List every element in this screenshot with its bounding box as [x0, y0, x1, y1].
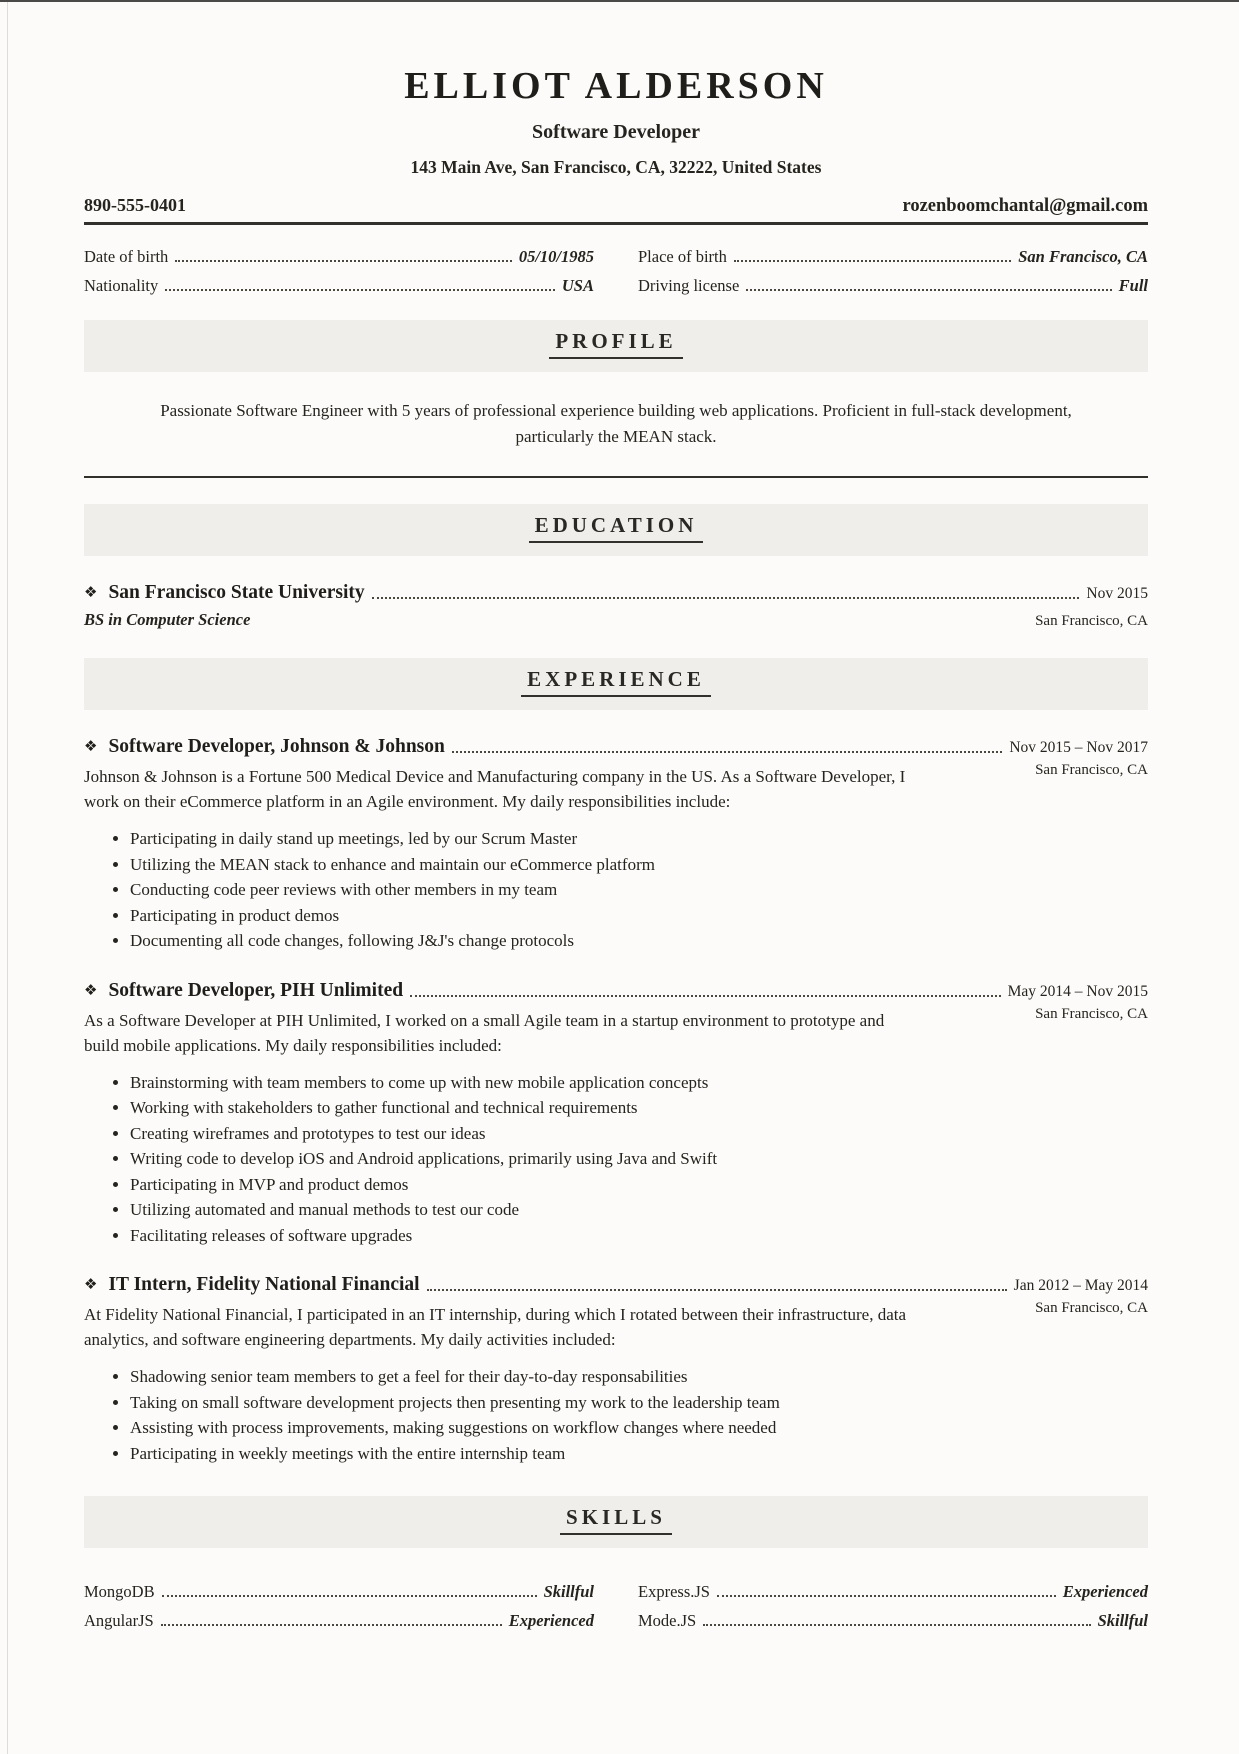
detail-value: USA: [561, 276, 594, 295]
job-dates: Nov 2015 – Nov 2017: [1009, 739, 1148, 756]
diamond-icon: ❖: [84, 737, 98, 755]
section-band-experience: [84, 658, 1148, 710]
skill-level: Experienced: [508, 1611, 594, 1630]
job-title: IT Intern, Fidelity National Financial: [108, 1274, 420, 1295]
job-bullet-list: [84, 1364, 1148, 1466]
profile-text: Passionate Software Engineer with 5 years of professional experience building web applications. Proficient in full-stack development, particularly the MEAN stack.: [160, 401, 1072, 446]
section-title-profile: PROFILE: [549, 329, 682, 359]
dotted-leader: [427, 1289, 1007, 1291]
job-bullet-list: [84, 1070, 1148, 1249]
bullet-item: • Writing code to develop iOS and Android applications, primarily using Java and Swift: [130, 1146, 1148, 1172]
job-header: [84, 736, 1148, 758]
skill-level: Experienced: [1062, 1582, 1148, 1601]
bullet-item: • Utilizing the MEAN stack to enhance and maintain our eCommerce platform: [130, 852, 1148, 878]
skill-row: [84, 1611, 594, 1631]
detail-row: [638, 276, 1148, 296]
detail-row: [84, 247, 594, 267]
dotted-leader: [372, 597, 1080, 599]
dotted-leader: [162, 1595, 537, 1597]
education-location: San Francisco, CA: [1035, 613, 1148, 629]
detail-row: [84, 276, 594, 296]
experience-entry: [84, 980, 1148, 1249]
education-subrow: [84, 610, 1148, 630]
bullet-item: • Conducting code peer reviews with other members in my team: [130, 877, 1148, 903]
bullet-item: • Shadowing senior team members to get a feel for their day-to-day responsabilities: [130, 1364, 1148, 1390]
bullet-item: • Creating wireframes and prototypes to test our ideas: [130, 1121, 1148, 1147]
bullet-item: • Taking on small software development projects then presenting my work to the leadership team: [130, 1390, 1148, 1416]
job-title: Software Developer, PIH Unlimited: [108, 979, 404, 1001]
dotted-leader: [746, 289, 1111, 291]
detail-label: Nationality: [84, 276, 159, 295]
bullet-item: • Participating in MVP and product demos: [130, 1172, 1148, 1198]
dotted-leader: [161, 1624, 502, 1626]
bullet-item: • Brainstorming with team members to come up with new mobile application concepts: [130, 1070, 1148, 1096]
job-location: San Francisco, CA: [1035, 1005, 1148, 1022]
thin-divider: [84, 476, 1148, 478]
section-band-education: [84, 504, 1148, 556]
job-location: San Francisco, CA: [1035, 762, 1148, 778]
experience-entry: [84, 1274, 1148, 1466]
dotted-leader: [175, 260, 512, 262]
phone-number: 890-555-0401: [84, 195, 186, 215]
bullet-item: • Participating in weekly meetings with the entire internship team: [130, 1441, 1148, 1467]
dotted-leader: [165, 289, 555, 291]
detail-label: Date of birth: [84, 247, 169, 266]
page-edge-line: [7, 2, 8, 1754]
section-band-skills: [84, 1496, 1148, 1548]
detail-value: Full: [1118, 276, 1148, 295]
school-name: San Francisco State University: [108, 582, 365, 603]
contact-row: [84, 195, 1148, 217]
personal-details-grid: [84, 247, 1148, 296]
skill-name: MongoDB: [84, 1582, 155, 1601]
section-title-experience: EXPERIENCE: [521, 667, 711, 697]
education-date: Nov 2015: [1086, 585, 1148, 602]
job-dates: Jan 2012 – May 2014: [1013, 1277, 1148, 1294]
job-summary: At Fidelity National Financial, I participated in an IT internship, during which I rotated between their infrastructure, data analytics, and software engineering departments. My daily activities included:: [84, 1305, 907, 1349]
diamond-icon: ❖: [84, 1275, 98, 1293]
skill-row: [84, 1582, 594, 1602]
bullet-item: • Participating in daily stand up meetings, led by our Scrum Master: [130, 826, 1148, 852]
job-header: [84, 1274, 1148, 1296]
bullet-item: • Working with stakeholders to gather functional and technical requirements: [130, 1095, 1148, 1121]
job-role-subtitle: Software Developer: [532, 121, 700, 143]
education-entry: [84, 582, 1148, 630]
dotted-leader: [717, 1595, 1056, 1597]
skill-name: Express.JS: [638, 1582, 710, 1601]
skill-level: Skillful: [1097, 1611, 1148, 1630]
detail-label: Driving license: [638, 276, 740, 295]
section-band-profile: [84, 320, 1148, 372]
dotted-leader: [734, 260, 1011, 262]
detail-value: 05/10/1985: [518, 247, 594, 266]
diamond-icon: ❖: [84, 980, 98, 999]
job-dates: May 2014 – Nov 2015: [1007, 982, 1148, 1000]
thick-divider: [84, 222, 1148, 225]
degree-name: BS in Computer Science: [84, 610, 251, 629]
skill-row: [638, 1611, 1148, 1631]
job-location: San Francisco, CA: [1035, 1300, 1148, 1316]
dotted-leader: [452, 751, 1002, 753]
skills-grid: [84, 1582, 1148, 1631]
job-title: Software Developer, Johnson & Johnson: [108, 736, 445, 757]
detail-row: [638, 247, 1148, 267]
job-header: [84, 980, 1148, 1002]
skill-row: [638, 1582, 1148, 1602]
diamond-icon: ❖: [84, 583, 98, 601]
email-address: rozenboomchantal@gmail.com: [902, 196, 1148, 216]
experience-entry: [84, 736, 1148, 954]
section-title-skills: SKILLS: [560, 1505, 672, 1535]
dotted-leader: [410, 995, 1001, 997]
job-summary: As a Software Developer at PIH Unlimited, I worked on a small Agile team in a startup environment to prototype and build mobile applications. My daily responsibilities included:: [84, 1010, 885, 1055]
job-summary: Johnson & Johnson is a Fortune 500 Medical Device and Manufacturing company in the US. As a Software Developer, I work on their eCommerce platform in an Agile environment. My daily responsibilities include:: [84, 767, 906, 811]
job-bullet-list: [84, 826, 1148, 954]
education-entry-header: [84, 582, 1148, 604]
skill-name: AngularJS: [84, 1611, 154, 1630]
bullet-item: • Documenting all code changes, following J&J's change protocols: [130, 928, 1148, 954]
skill-level: Skillful: [543, 1582, 594, 1601]
bullet-item: • Participating in product demos: [130, 903, 1148, 929]
bullet-item: • Assisting with process improvements, making suggestions on workflow changes where needed: [130, 1415, 1148, 1441]
section-title-education: EDUCATION: [529, 513, 704, 543]
resume-page: [0, 2, 1239, 1754]
bullet-item: • Utilizing automated and manual methods to test our code: [130, 1197, 1148, 1223]
detail-value: San Francisco, CA: [1018, 247, 1148, 266]
address-line: 143 Main Ave, San Francisco, CA, 32222, United States: [410, 157, 822, 177]
dotted-leader: [703, 1624, 1090, 1626]
detail-label: Place of birth: [638, 247, 727, 266]
person-name: ELLIOT ALDERSON: [404, 65, 828, 107]
bullet-item: • Facilitating releases of software upgrades: [130, 1223, 1148, 1249]
skill-name: Mode.JS: [638, 1611, 697, 1630]
